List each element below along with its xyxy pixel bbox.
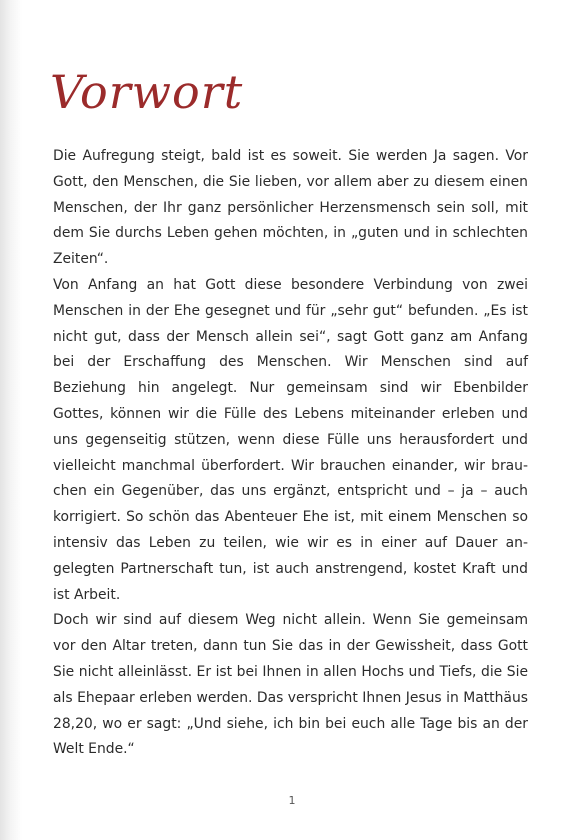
- page-gutter-shadow: [0, 0, 22, 840]
- body-text: [53, 144, 528, 763]
- paragraph-3: Doch wir sind auf diesem Weg nicht allein. Wenn Sie gemeinsam vor den Altar treten, dann tun Sie das in der Gewissheit, dass Gott Sie nicht alleinlässt. Er ist bei Ihnen in allen Hochs und Tiefs, die Sie als Ehepaar erleben werden. Das verspricht Ihnen Jesus in Matthäus 28,20, wo er sagt: „Und siehe, ich bin bei euch alle Tage bis an der Welt Ende.“: [53, 612, 528, 758]
- paragraph-1: Die Aufregung steigt, bald ist es soweit. Sie werden Ja sagen. Vor Gott, den Menschen, die Sie lieben, vor allem aber zu diesem einen Menschen, der Ihr ganz persönlicher Herzensmensch sein soll, mit dem Sie durchs Leben gehen möchten, in „guten und in schlechten Zeiten“.: [53, 148, 528, 268]
- paragraph-2: Von Anfang an hat Gott diese besondere Verbindung von zwei Menschen in der Ehe gesegnet und für „sehr gut“ befunden. „Es ist nicht gut, dass der Mensch allein sei“, sagt Gott ganz am Anfang bei der Erschaffung des Menschen. Wir Menschen sind auf Beziehung hin angelegt. Nur gemeinsam sind wir Ebenbilder Gottes, können wir die Fülle des Lebens miteinander erleben und uns gegenseitig stützen, wenn diese Fülle uns herausfordert und vielleicht manchmal überfordert. Wir brauchen einander, wir brauchen ein Gegenüber, das uns ergänzt, entspricht und – ja – auch korrigiert. So schön das Abenteuer Ehe ist, mit einem Menschen so intensiv das Leben zu teilen, wie wir es in einer auf Dauer angelegten Partnerschaft tun, ist auch anstrengend, kostet Kraft und ist Arbeit.: [53, 276, 528, 603]
- page-title: Vorwort: [50, 65, 244, 119]
- page-number: 1: [288, 794, 296, 807]
